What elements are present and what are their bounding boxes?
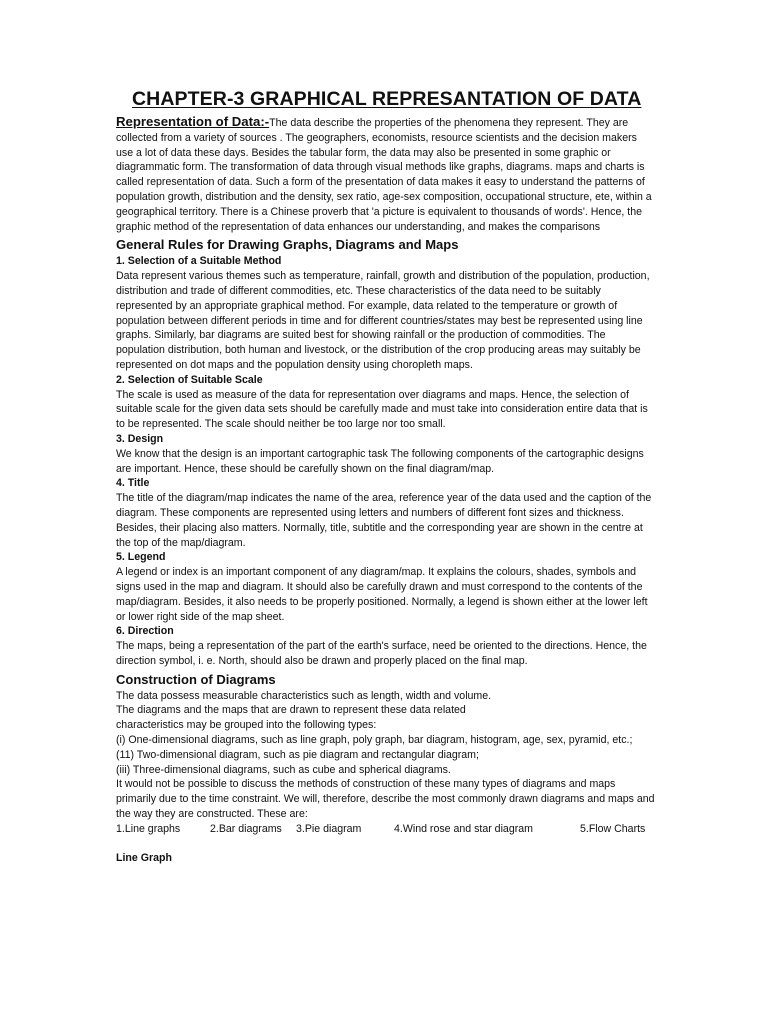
- diagram-type-item: 4.Wind rose and star diagram: [394, 822, 533, 835]
- intro-text: The data describe the properties of the phenomena they represent. They are collected from a variety of sources . The geographers, economists, resource scientists and the decision makers use a lot of data these days. Besides the tabular form, the data may also be presented in some graphic or diagrammatic form. The transformation of data through visual methods like graphs, diagrams. maps and charts is called representation of data. Such a form of the presentation of data makes it easy to understand the patterns of population growth, distribution and the density, sex ratio, age-sex composition, occupational structure, ete, within a geographical territory. There is a Chinese proverb that 'a picture is equivalent to thousands of words'. Hence, the graphic method of the representation of data enhances our understanding, and makes the comparisons: [116, 117, 652, 233]
- rule-2-text: The scale is used as measure of the data for representation over diagrams and maps. Hence, the selection of suitable scale for the given data sets should be carefully made and must take into consideration entire data that is to be represented. The scale should neither be too large nor too small.: [116, 388, 648, 431]
- diagram-type-item: 2.Bar diagrams: [210, 822, 282, 835]
- construction-line-4: (i) One-dimensional diagrams, such as line graph, poly graph, bar diagram, histogram, age, sex, pyramid, etc.;: [116, 734, 633, 747]
- rule-4-title: 4. Title: [116, 477, 150, 490]
- intro-paragraph: [116, 115, 656, 234]
- rule-4-text: The title of the diagram/map indicates the name of the area, reference year of the data used and the caption of the diagram. These components are represented using letters and numbers of different font sizes and thickness. Besides, their placing also matters. Normally, title, subtitle and the corresponding year are shown in the centre at the top of the map/diagram.: [116, 492, 652, 549]
- rule-6-text: The maps, being a representation of the part of the earth's surface, need be oriented to the directions. Hence, the direction symbol, i. e. North, should also be drawn and properly placed on the final map.: [116, 640, 647, 667]
- diagram-type-item: 5.Flow Charts: [580, 822, 646, 835]
- construction-line-5: (11) Two-dimensional diagram, such as pie diagram and rectangular diagram;: [116, 748, 479, 761]
- construction-heading: Construction of Diagrams: [116, 671, 276, 687]
- construction-line-7: It would not be possible to discuss the methods of construction of these many types of diagrams and maps primarily due to the time constraint. We will, therefore, describe the most commonly drawn diagrams and maps and the way they are constructed. These are:: [116, 778, 655, 821]
- diagram-type-item: 1.Line graphs: [116, 822, 181, 835]
- diagram-types-list: [116, 822, 656, 837]
- rules-heading: General Rules for Drawing Graphs, Diagrams and Maps: [116, 237, 459, 253]
- rule-5-title: 5. Legend: [116, 551, 166, 564]
- construction-line-1: The data possess measurable characteristics such as length, width and volume.: [116, 689, 492, 702]
- rule-3-text: We know that the design is an important cartographic task The following components of the cartographic designs are important. Hence, these should be carefully shown on the final diagram/map.: [116, 447, 644, 475]
- rule-6-title: 6. Direction: [116, 625, 174, 638]
- rule-5-text: A legend or index is an important component of any diagram/map. It explains the colours, shades, symbols and signs used in the map and diagram. It should also be carefully drawn and must correspond to the contents of the map/diagram. Besides, it also needs to be properly positioned. Normally, a legend is shown either at the lower left or lower right side of the map sheet.: [116, 566, 648, 623]
- rule-1-title: 1. Selection of a Suitable Method: [116, 255, 282, 268]
- page-title: CHAPTER-3 GRAPHICAL REPRESANTATION OF DATA: [132, 88, 642, 110]
- rule-1-text: Data represent various themes such as temperature, rainfall, growth and distribution of the population, production, distribution and trade of different commodities, etc. These characteristics of the data need to be suitably represented by an appropriate graphical method. For example, data related to the temperature or growth of population between different periods in time and for different countries/states may best be represented using line graphs. Similarly, bar diagrams are suited best for showing rainfall or the production of commodities. The population distribution, both human and livestock, or the distribution of the crop producing areas may suitably be represented on dot maps and the population density using choropleth maps.: [116, 270, 650, 371]
- rule-2-title: 2. Selection of Suitable Scale: [116, 373, 263, 386]
- intro-heading: Representation of Data:-: [116, 114, 270, 129]
- line-graph-heading: Line Graph: [116, 851, 172, 864]
- diagram-type-item: 3.Pie diagram: [296, 822, 362, 835]
- construction-line-2: The diagrams and the maps that are drawn to represent these data related: [116, 704, 466, 717]
- rule-3-title: 3. Design: [116, 432, 164, 445]
- construction-line-6: (iii) Three-dimensional diagrams, such as cube and spherical diagrams.: [116, 763, 451, 776]
- document-page: [116, 88, 656, 865]
- construction-line-3: characteristics may be grouped into the following types:: [116, 719, 377, 732]
